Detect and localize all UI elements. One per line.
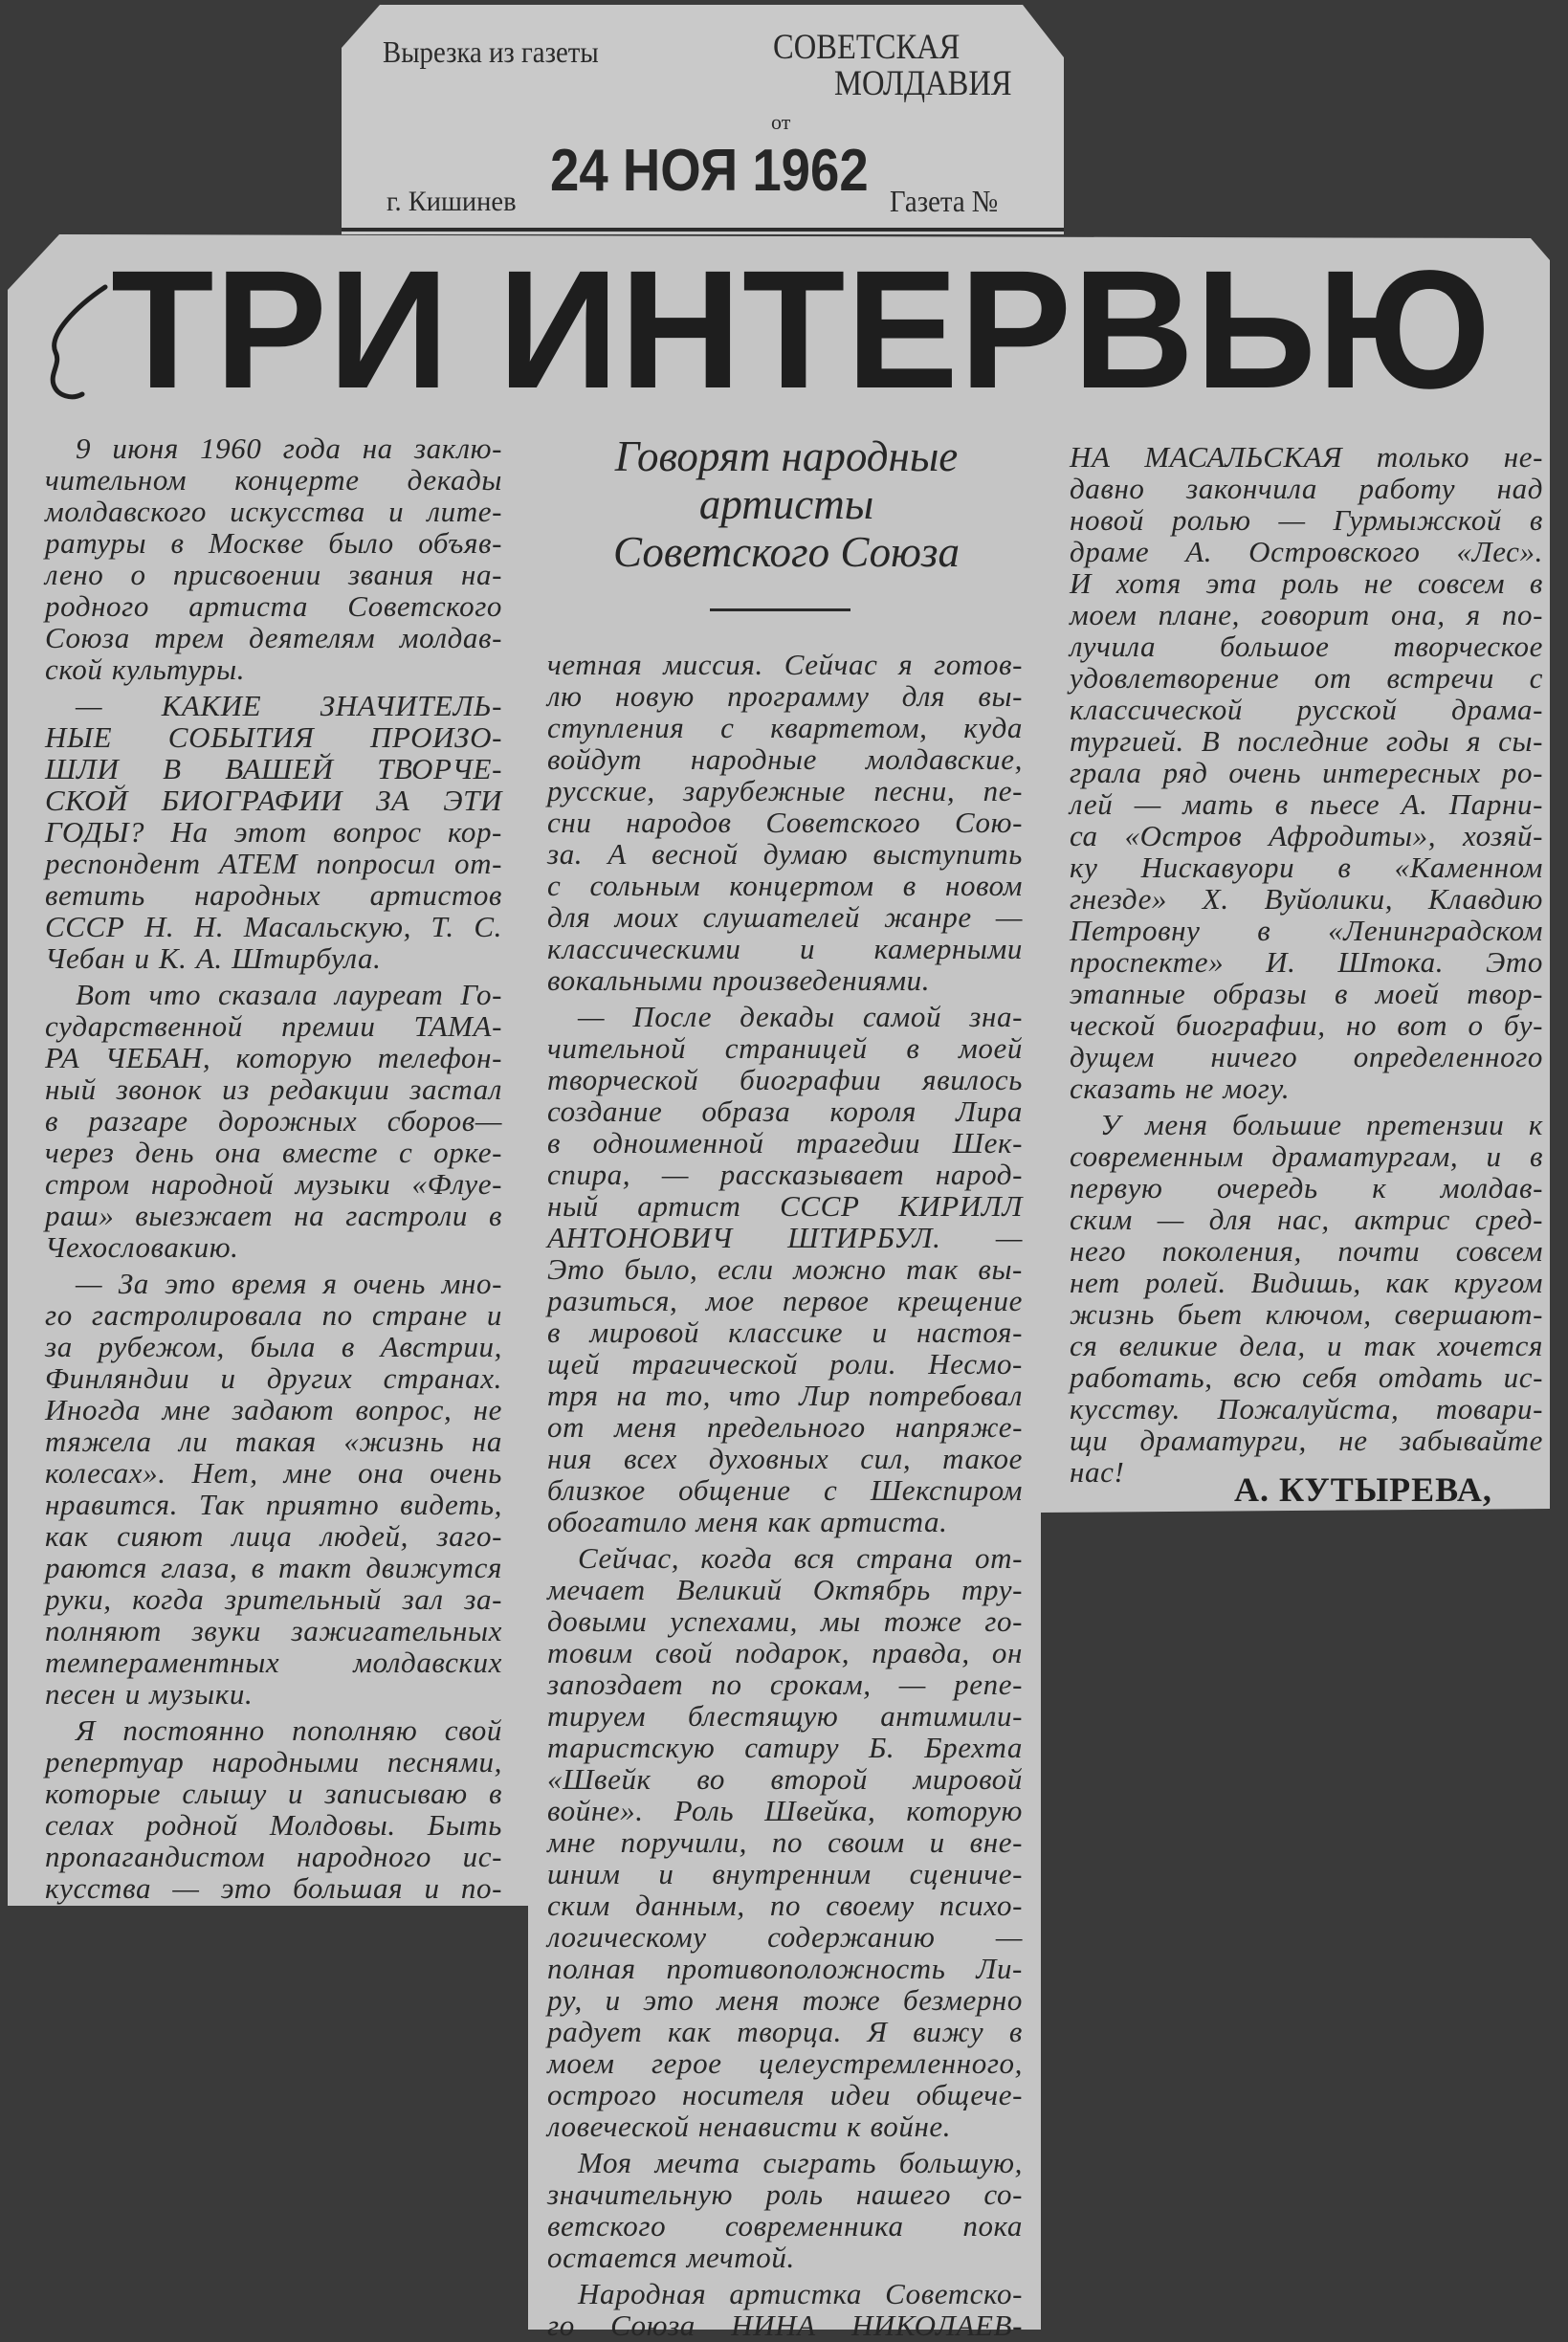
text-line: гнезде» Х. Вуйолики, Клавдию (1070, 882, 1543, 916)
text-line: давно закончила работу над (1070, 472, 1543, 505)
text-line: Чехословакию. (45, 1230, 239, 1264)
text-line: русские, зарубежные песни, пе- (547, 774, 1023, 807)
text-line: вокальными произведениями. (547, 963, 931, 997)
newspaper-name-line2: МОЛДАВИЯ (834, 64, 1012, 103)
text-line: за. А весной думаю выступить (547, 837, 1023, 871)
text-line: ловеческой ненависти к войне. (547, 2110, 952, 2143)
text-line: полняют звуки зажигательных (45, 1614, 502, 1647)
issue-label: Газета № (890, 184, 999, 218)
paragraph (547, 2147, 1023, 2273)
city-label: г. Кишинев (386, 186, 517, 217)
text-line: са «Остров Афродиты», хозяй- (1070, 819, 1543, 852)
text-line: НА МАСАЛЬСКАЯ только не- (1070, 440, 1543, 474)
text-line: Вот что сказала лауреат Го- (76, 978, 502, 1011)
text-line: от меня предельного напряже- (547, 1410, 1023, 1444)
text-line: раш» выезжает на гастроли в (45, 1199, 502, 1232)
text-line: в разгаре дорожных сборов— (45, 1104, 502, 1138)
text-line: нет ролей. Видишь, как кругом (1070, 1266, 1543, 1299)
text-line: Чебан и К. А. Штирбула. (45, 941, 382, 975)
text-line: Сейчас, когда вся страна от- (578, 1541, 1023, 1575)
text-line: селах родной Молдовы. Быть (45, 1808, 502, 1842)
text-line: творческой биографии явилось (547, 1063, 1023, 1096)
text-line: Иногда мне задают вопрос, не (45, 1393, 502, 1426)
paragraph (45, 1714, 502, 1904)
text-line: АНТОНОВИЧ ШТИРБУЛ. — (547, 1221, 1023, 1254)
text-line: работать, всю себя отдать ис- (1070, 1360, 1543, 1394)
text-line: ку Нискавуори в «Каменном (1070, 851, 1543, 884)
text-line: РА ЧЕБАН, которую телефон- (45, 1041, 502, 1074)
text-line: — КАКИЕ ЗНАЧИТЕЛЬ- (76, 689, 502, 722)
text-line: кусству. Пожалуйста, товари- (1070, 1392, 1543, 1425)
text-line: колесах». Нет, мне она очень (45, 1456, 502, 1490)
text-line: радует как творца. Я вижу в (547, 2015, 1023, 2048)
subheadline-line: Советского Союза (613, 528, 960, 576)
text-line: жизнь бьет ключом, свершают- (1070, 1297, 1543, 1331)
text-line: ступления с квартетом, куда (547, 711, 1023, 744)
paragraph (547, 1001, 1023, 1537)
text-line: У меня большие претензии к (1100, 1108, 1543, 1141)
text-line: острого носителя идеи общече- (547, 2078, 1023, 2111)
text-line: близкое общение с Шекспиром (547, 1473, 1023, 1507)
text-line: 9 июня 1960 года на заклю- (76, 431, 502, 465)
text-line: товим свой подарок, правда, он (547, 1636, 1023, 1669)
text-line: НЫЕ СОБЫТИЯ ПРОИЗО- (45, 720, 502, 754)
text-line: ческой биографии, но вот о бу- (1070, 1008, 1543, 1042)
text-line: проспекте» И. Штока. Это (1070, 945, 1543, 979)
text-line: лю новую программу для вы- (547, 679, 1023, 713)
text-line: классическими и камерными (547, 932, 1023, 965)
subheadline-rule (710, 608, 850, 611)
text-line: ся великие дела, и так хочется (1070, 1329, 1543, 1362)
text-line: полная противоположность Ли- (547, 1952, 1023, 1985)
text-line: Союза трем деятелям молдав- (45, 621, 502, 654)
column-left (45, 432, 502, 1904)
text-line: сни народов Советского Сою- (547, 806, 1023, 839)
text-line: чительной страницей в моей (547, 1031, 1023, 1065)
text-line: го гастролировала по стране и (45, 1298, 502, 1332)
text-line: ный звонок из редакции застал (45, 1072, 502, 1106)
text-line: Моя мечта сыграть большую, (578, 2146, 1023, 2179)
text-line: го Союза НИНА НИКОЛАЕВ- (547, 2309, 1023, 2342)
text-line: молдавского искусства и лите- (45, 495, 502, 528)
headline: ТРИ ИНТЕРВЬЮ (111, 236, 1492, 424)
paragraph (1070, 1109, 1543, 1488)
text-line: грала ряд очень интересных ро- (1070, 756, 1543, 789)
text-line: — После декады самой зна- (578, 1000, 1023, 1033)
text-line: ный артист СССР КИРИЛЛ (547, 1189, 1023, 1223)
text-line: ским данным, по своему психо- (547, 1889, 1023, 1922)
text-line: шним и внутренним сцениче- (547, 1857, 1023, 1890)
text-line: современным драматургам, и в (1070, 1139, 1543, 1173)
text-line: СССР Н. Н. Масальскую, Т. С. (45, 910, 502, 943)
text-line: с сольным концертом в новом (547, 869, 1023, 902)
text-line: щи драматурги, не забывайте (1070, 1424, 1543, 1457)
subheadline-line: артисты (698, 480, 874, 528)
label-divider (342, 228, 1064, 232)
text-line: него поколения, почти совсем (1070, 1234, 1543, 1268)
text-line: значительную роль нашего со- (547, 2177, 1023, 2211)
text-line: респондент АТЕМ попросил от- (45, 847, 502, 880)
text-line: лено о присвоении звания на- (45, 558, 502, 591)
subheadline-line: Говорят народные (614, 432, 959, 480)
text-line: ским — для нас, актрис сред- (1070, 1203, 1543, 1236)
text-line: моем герое целеустремленного, (547, 2046, 1023, 2080)
text-line: мечает Великий Октябрь тру- (547, 1573, 1023, 1606)
text-line: для моих слушателей жанре — (547, 900, 1023, 934)
text-line: ния всех духовных сил, такое (547, 1442, 1023, 1475)
text-line: СКОЙ БИОГРАФИИ ЗА ЭТИ (45, 784, 502, 817)
text-line: удовлетворение от встречи с (1070, 661, 1543, 695)
text-line: тря на то, что Лир потребовал (547, 1379, 1023, 1412)
text-line: в мировой классике и настоя- (547, 1315, 1023, 1349)
text-line: раются глаза, в такт движутся (45, 1551, 502, 1584)
text-line: сказать не могу. (1070, 1072, 1291, 1105)
text-line: обогатило меня как артиста. (547, 1505, 948, 1538)
text-line: тяжела ли такая «жизнь на (45, 1425, 502, 1458)
paragraph (547, 1542, 1023, 2142)
text-line: мне поручили, по своим и вне- (547, 1825, 1023, 1859)
text-line: войдут народные молдавские, (547, 742, 1023, 776)
date-prefix: от (771, 110, 791, 134)
text-line: репертуар народными песнями, (45, 1745, 502, 1779)
newspaper-name-line1: СОВЕТСКАЯ (773, 28, 961, 67)
text-line: в одноименной трагедии Шек- (547, 1126, 1023, 1160)
text-line: тируем блестящую антимили- (547, 1699, 1023, 1733)
text-line: Финляндии и других странах. (45, 1361, 502, 1395)
text-line: лучила большое творческое (1070, 630, 1543, 663)
text-line: руки, когда зрительный зал за- (45, 1582, 502, 1616)
text-line: кусства — это большая и по- (45, 1871, 502, 1905)
text-line: создание образа короля Лира (547, 1094, 1023, 1128)
text-line: довыми успехами, мы тоже го- (547, 1604, 1023, 1638)
text-line: пропагандистом народного ис- (45, 1840, 502, 1873)
text-line: щей трагической роли. Несмо- (547, 1347, 1023, 1381)
paragraph (45, 979, 502, 1263)
text-line: ратуры в Москве было объяв- (45, 526, 502, 560)
text-line: Петровну в «Ленинградском (1070, 914, 1543, 947)
text-line: спира, — рассказывает народ- (547, 1158, 1023, 1191)
text-line: разиться, мое первое крещение (547, 1284, 1023, 1317)
text-line: войне». Роль Швейка, которую (547, 1794, 1023, 1827)
text-line: четная миссия. Сейчас я готов- (547, 648, 1023, 681)
text-line: стром народной музыки «Флуе- (45, 1167, 502, 1201)
paragraph (547, 649, 1023, 996)
text-line: Народная артистка Советско- (578, 2277, 1023, 2310)
text-line: тургией. В последние годы я сы- (1070, 724, 1543, 758)
paragraph (45, 432, 502, 685)
text-line: песен и музыки. (45, 1677, 254, 1711)
date-stamp: 24 НОЯ 1962 (550, 138, 869, 204)
text-line: сударственной премии ТАМА- (45, 1009, 502, 1043)
text-line: классической русской драма- (1070, 693, 1543, 726)
text-line: как сияют лица людей, заго- (45, 1519, 502, 1553)
text-line: ГОДЫ? На этот вопрос кор- (45, 815, 502, 849)
text-line: запоздает по срокам, — репе- (547, 1668, 1023, 1701)
author-signature: А. КУТЫРЕВА, (1234, 1470, 1492, 1509)
text-line: через день она вместе с орке- (45, 1136, 502, 1169)
text-line: темпераментных молдавских (45, 1646, 502, 1679)
text-line: — За это время я очень мно- (76, 1267, 502, 1300)
column-middle (547, 649, 1023, 2341)
clipping-label: Вырезка из газеты (383, 34, 599, 69)
text-line: «Швейк во второй мировой (547, 1762, 1023, 1796)
text-line: нас! (1070, 1455, 1125, 1489)
column-right (1070, 441, 1543, 1488)
text-line: за рубежом, была в Австрии, (45, 1330, 502, 1363)
text-line: новой ролью — Гурмыжской в (1070, 503, 1543, 537)
text-line: первую очередь к молдав- (1070, 1171, 1543, 1204)
text-line: драме А. Островского «Лес». (1070, 535, 1543, 568)
paragraph (547, 2278, 1023, 2341)
text-line: Это было, если можно так вы- (547, 1252, 1023, 1286)
subheadline (547, 432, 1026, 576)
text-line: Я постоянно пополняю свой (76, 1713, 502, 1747)
text-line: ру, и это меня тоже безмерно (547, 1983, 1023, 2017)
text-line: таристскую сатиру Б. Брехта (547, 1731, 1023, 1764)
paragraph (45, 1268, 502, 1710)
text-line: моем плане, говорит она, я по- (1070, 598, 1543, 631)
text-line: дущем ничего определенного (1070, 1040, 1543, 1073)
paragraph (1070, 441, 1543, 1104)
text-line: чительном концерте декады (45, 463, 502, 497)
text-line: этапные образы в моей твор- (1070, 977, 1543, 1010)
text-line: которые слышу и записываю в (45, 1777, 502, 1810)
text-line: ской культуры. (45, 652, 246, 686)
text-line: лей — мать в пьесе А. Парни- (1070, 787, 1543, 821)
text-line: ветить народных артистов (45, 878, 502, 912)
text-line: ШЛИ В ВАШЕЙ ТВОРЧЕ- (45, 752, 502, 785)
text-line: нравится. Так приятно видеть, (45, 1488, 502, 1521)
paragraph (45, 690, 502, 974)
text-line: логическому содержанию — (547, 1920, 1023, 1954)
text-line: И хотя эта роль не совсем в (1070, 566, 1543, 600)
text-line: ветского современника пока (547, 2209, 1023, 2243)
text-line: остается мечтой. (547, 2241, 795, 2274)
text-line: родного артиста Советского (45, 589, 502, 623)
